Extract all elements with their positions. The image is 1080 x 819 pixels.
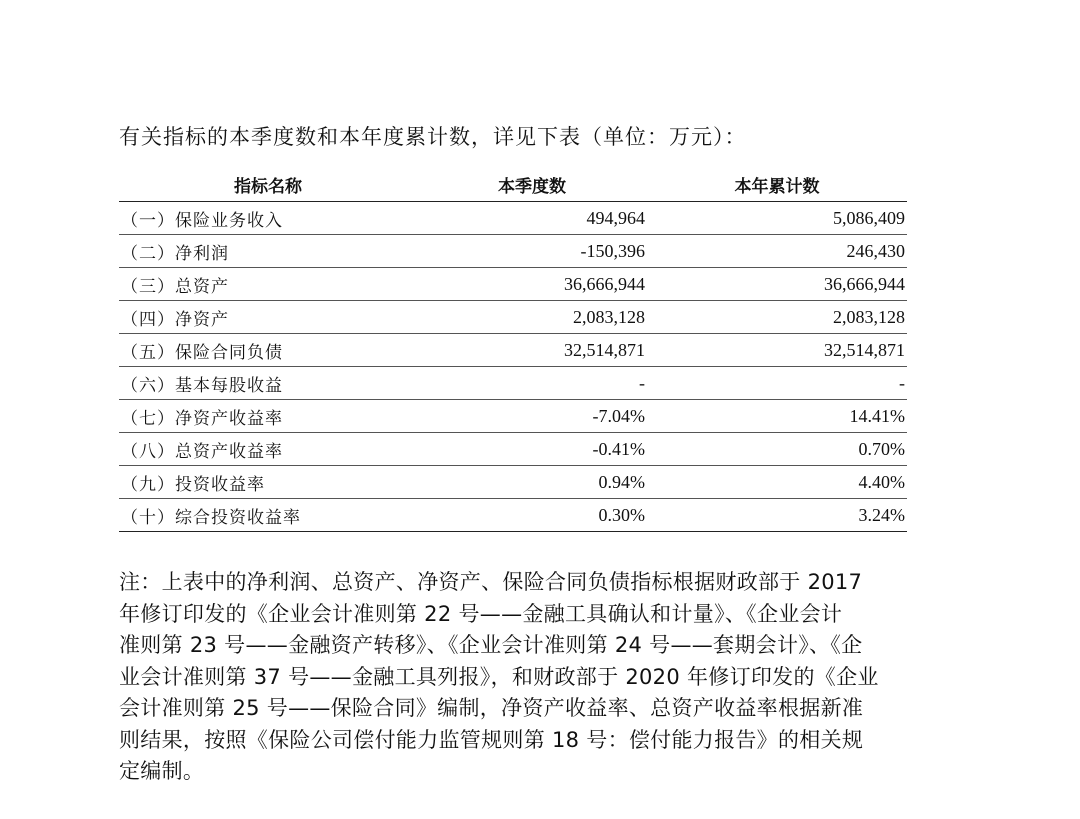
table-row [119,466,907,499]
table-row [119,202,907,235]
year-to-date-value: 4.40% [647,466,907,499]
quarter-value: -0.41% [417,433,647,466]
indicator-name: （十）综合投资收益率 [119,499,417,532]
indicator-name: （四）净资产 [119,301,417,334]
table-row [119,433,907,466]
indicator-name: （八）总资产收益率 [119,433,417,466]
quarter-value: 2,083,128 [417,301,647,334]
indicator-name: （一）保险业务收入 [119,202,417,235]
year-to-date-value: 36,666,944 [647,268,907,301]
footnote-line: 则结果，按照《保险公司偿付能力监管规则第 18 号：偿付能力报告》的相关规 [119,727,864,752]
indicator-table [119,168,907,532]
footnote [119,567,999,788]
quarter-value: - [417,367,647,400]
table-row [119,235,907,268]
quarter-value: 36,666,944 [417,268,647,301]
year-to-date-value: 5,086,409 [647,202,907,235]
year-to-date-value: 246,430 [647,235,907,268]
footnote-line: 年修订印发的《企业会计准则第 22 号——金融工具确认和计量》、《企业会计 [119,601,843,626]
quarter-value: 0.30% [417,499,647,532]
table-row [119,400,907,433]
quarter-value: 0.94% [417,466,647,499]
column-header-indicator-name: 指标名称 [119,168,417,202]
year-to-date-value: 32,514,871 [647,334,907,367]
footnote-line: 准则第 23 号——金融资产转移》、《企业会计准则第 24 号——套期会计》、《企 [119,633,863,657]
footnote-line: 定编制。 [119,759,205,783]
indicator-name: （六）基本每股收益 [119,367,417,400]
quarter-value: 32,514,871 [417,334,647,367]
year-to-date-value: 0.70% [647,433,907,466]
indicator-name: （三）总资产 [119,268,417,301]
footnote-line: 业会计准则第 37 号——金融工具列报》，和财政部于 2020 年修订印发的《企业 [119,664,879,689]
indicator-name: （二）净利润 [119,235,417,268]
table-row [119,367,907,400]
column-header-quarter: 本季度数 [417,168,647,202]
footnote-line: 注：上表中的净利润、总资产、净资产、保险合同负债指标根据财政部于 2017 [119,570,863,594]
indicator-name: （九）投资收益率 [119,466,417,499]
table-row [119,268,907,301]
year-to-date-value: 3.24% [647,499,907,532]
year-to-date-value: 14.41% [647,400,907,433]
table-row [119,499,907,532]
intro-text: 有关指标的本季度数和本年度累计数，详见下表（单位：万元）： [119,125,747,149]
quarter-value: -7.04% [417,400,647,433]
table-header-row [119,168,907,202]
table-row [119,301,907,334]
year-to-date-value: - [647,367,907,400]
column-header-year-to-date: 本年累计数 [647,168,907,202]
indicator-name: （五）保险合同负债 [119,334,417,367]
indicator-name: （七）净资产收益率 [119,400,417,433]
quarter-value: 494,964 [417,202,647,235]
footnote-line: 会计准则第 25 号——保险合同》编制，净资产收益率、总资产收益率根据新准 [119,696,864,720]
quarter-value: -150,396 [417,235,647,268]
year-to-date-value: 2,083,128 [647,301,907,334]
table-row [119,334,907,367]
